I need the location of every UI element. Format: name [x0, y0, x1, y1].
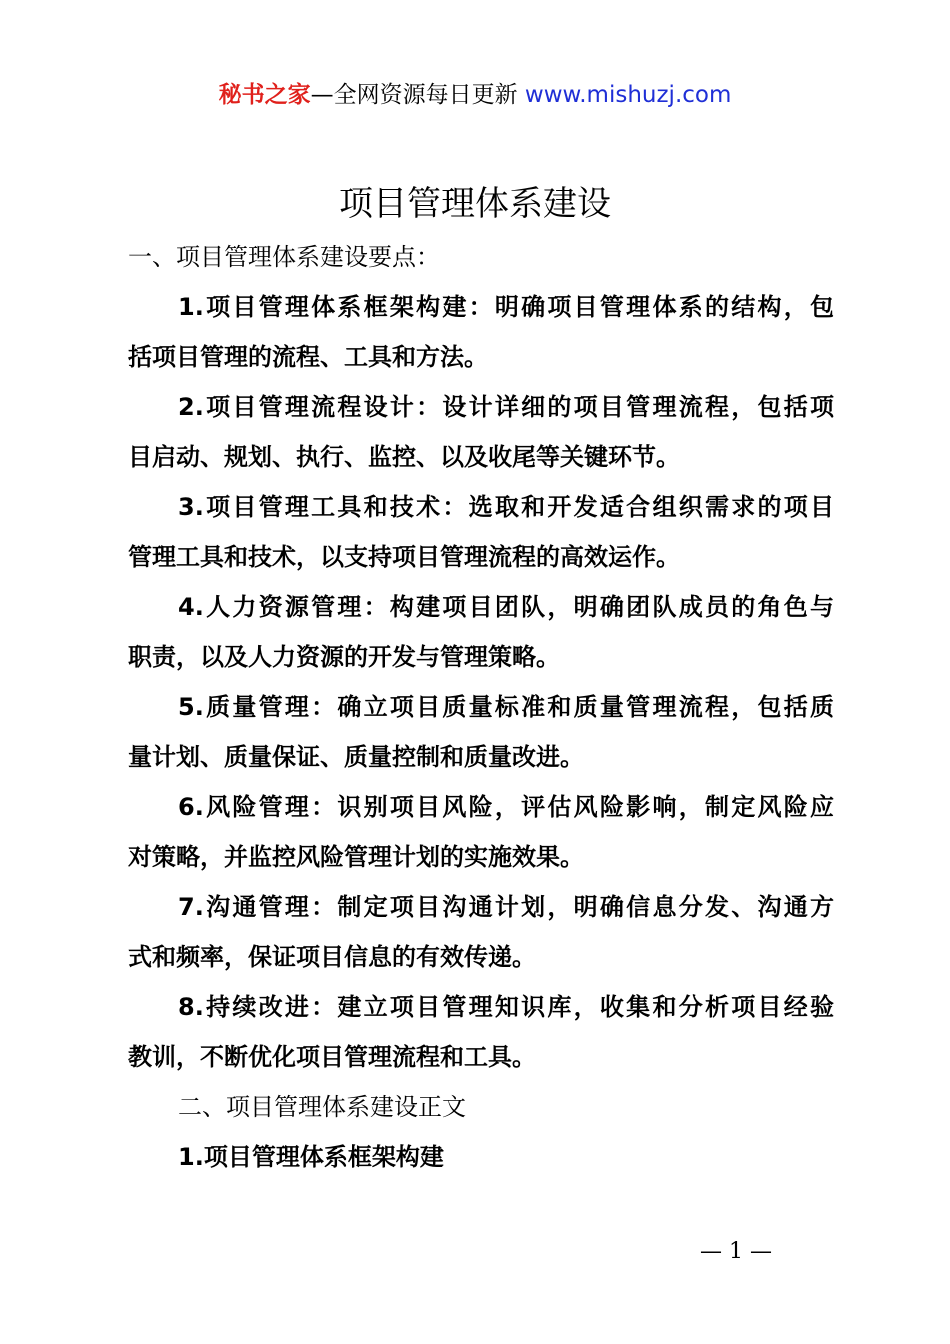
point-line: 3.项目管理工具和技术：选取和开发适合组织需求的项目	[178, 493, 834, 521]
point-8	[128, 982, 834, 1082]
point-6	[128, 782, 834, 882]
section2-heading: 二、项目管理体系建设正文	[178, 1093, 466, 1121]
section2-subheading: 1.项目管理体系框架构建	[178, 1143, 444, 1171]
point-line: 2.项目管理流程设计：设计详细的项目管理流程，包括项	[178, 393, 834, 421]
point-3	[128, 482, 834, 582]
document-body	[128, 232, 834, 1182]
point-line: 职责，以及人力资源的开发与管理策略。	[128, 643, 560, 671]
point-line: 量计划、质量保证、质量控制和质量改进。	[128, 743, 584, 771]
section1-heading: 一、项目管理体系建设要点：	[128, 243, 440, 271]
point-line: 8.持续改进：建立项目管理知识库，收集和分析项目经验	[178, 993, 834, 1021]
point-line: 式和频率，保证项目信息的有效传递。	[128, 943, 536, 971]
point-line: 7.沟通管理：制定项目沟通计划，明确信息分发、沟通方	[178, 893, 834, 921]
point-1	[128, 282, 834, 382]
point-4	[128, 582, 834, 682]
point-line: 1.项目管理体系框架构建：明确项目管理体系的结构，包	[178, 293, 834, 321]
point-line: 括项目管理的流程、工具和方法。	[128, 343, 488, 371]
point-line: 6.风险管理：识别项目风险，评估风险影响，制定风险应	[178, 793, 834, 821]
point-7	[128, 882, 834, 982]
header-brand: 秘书之家	[218, 82, 311, 108]
point-line: 目启动、规划、执行、监控、以及收尾等关键环节。	[128, 443, 680, 471]
header-tagline: —全网资源每日更新	[310, 82, 525, 108]
point-line: 管理工具和技术，以支持项目管理流程的高效运作。	[128, 543, 680, 571]
page-number: — 1 —	[700, 1239, 772, 1264]
point-line: 对策略，并监控风险管理计划的实施效果。	[128, 843, 584, 871]
point-line: 5.质量管理：确立项目质量标准和质量管理流程，包括质	[178, 693, 834, 721]
document-title: 项目管理体系建设	[339, 184, 611, 224]
site-header	[0, 78, 950, 112]
point-5	[128, 682, 834, 782]
point-2	[128, 382, 834, 482]
header-url-link[interactable]: www.mishuzj.com	[524, 82, 732, 108]
point-line: 4.人力资源管理：构建项目团队，明确团队成员的角色与	[178, 593, 834, 621]
point-line: 教训，不断优化项目管理流程和工具。	[128, 1043, 536, 1071]
